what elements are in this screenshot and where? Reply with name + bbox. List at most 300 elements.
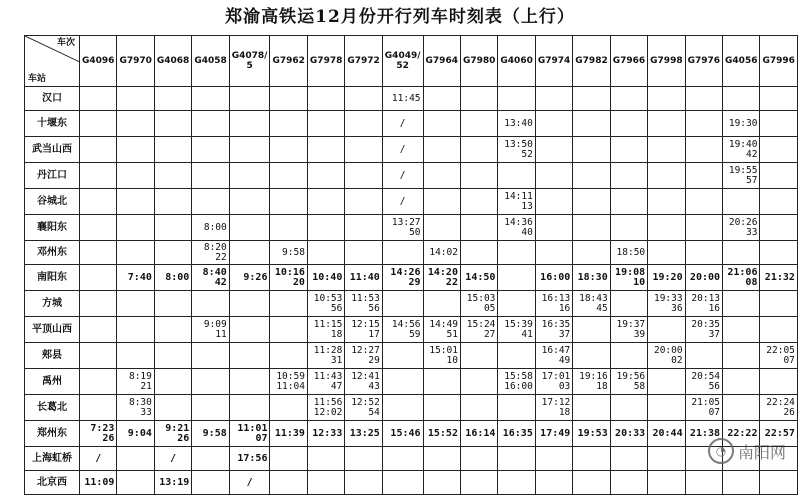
time-cell: [573, 343, 610, 369]
watermark-text: 南阳网: [737, 442, 786, 462]
time-cell: [80, 111, 117, 137]
time-cell: [382, 447, 423, 471]
time-cell: 19:37 39: [610, 317, 647, 343]
time-cell: [460, 447, 497, 471]
time-cell: [270, 395, 307, 421]
time-cell: [307, 215, 344, 241]
train-header: G7978: [307, 36, 344, 87]
time-cell: [498, 471, 535, 495]
time-cell: [117, 215, 154, 241]
time-cell: [192, 343, 229, 369]
time-cell: [460, 395, 497, 421]
time-cell: [270, 343, 307, 369]
time-cell: [117, 137, 154, 163]
time-cell: 15:03 05: [460, 291, 497, 317]
time-cell: /: [229, 471, 270, 495]
time-cell: [345, 137, 382, 163]
time-cell: [423, 395, 460, 421]
time-cell: 19:20: [648, 265, 685, 291]
time-cell: 8:00: [154, 265, 191, 291]
time-cell: [723, 317, 760, 343]
corner-station-label: 车站: [28, 74, 47, 84]
time-cell: 20:54 56: [685, 369, 722, 395]
time-cell: [685, 241, 722, 265]
time-cell: [117, 343, 154, 369]
time-cell: [192, 163, 229, 189]
time-cell: [192, 447, 229, 471]
time-cell: [345, 447, 382, 471]
time-cell: /: [80, 447, 117, 471]
time-cell: 18:43 45: [573, 291, 610, 317]
train-header: G4096: [80, 36, 117, 87]
station-name: 邓州东: [25, 241, 80, 265]
time-cell: [760, 241, 797, 265]
station-name: 武当山西: [25, 137, 80, 163]
time-cell: [723, 471, 760, 495]
time-cell: 13:27 50: [382, 215, 423, 241]
time-cell: [648, 111, 685, 137]
train-header: G7998: [648, 36, 685, 87]
station-name: 郏县: [25, 343, 80, 369]
time-cell: [307, 163, 344, 189]
time-cell: [498, 291, 535, 317]
time-cell: [498, 265, 535, 291]
train-header: G7974: [535, 36, 572, 87]
time-cell: [573, 471, 610, 495]
time-cell: [307, 471, 344, 495]
time-cell: /: [382, 111, 423, 137]
time-cell: [760, 87, 797, 111]
time-cell: [760, 291, 797, 317]
time-cell: [610, 215, 647, 241]
time-cell: 7:40: [117, 265, 154, 291]
time-cell: 19:33 36: [648, 291, 685, 317]
time-cell: [154, 291, 191, 317]
time-cell: [610, 163, 647, 189]
train-header: G7966: [610, 36, 647, 87]
time-cell: 13:25: [345, 421, 382, 447]
time-cell: [117, 111, 154, 137]
time-cell: [610, 343, 647, 369]
time-cell: 12:33: [307, 421, 344, 447]
time-cell: [573, 215, 610, 241]
time-cell: [80, 189, 117, 215]
time-cell: [154, 137, 191, 163]
time-cell: [423, 87, 460, 111]
time-cell: 18:30: [573, 265, 610, 291]
time-cell: [460, 163, 497, 189]
time-cell: /: [154, 447, 191, 471]
time-cell: 20:26 33: [723, 215, 760, 241]
time-cell: [382, 241, 423, 265]
time-cell: 16:13 16: [535, 291, 572, 317]
time-cell: [573, 317, 610, 343]
time-cell: [423, 447, 460, 471]
time-cell: [498, 241, 535, 265]
time-cell: 10:16 20: [270, 265, 307, 291]
time-cell: [229, 369, 270, 395]
time-cell: [192, 111, 229, 137]
time-cell: [80, 137, 117, 163]
time-cell: [760, 471, 797, 495]
train-header: G7980: [460, 36, 497, 87]
time-cell: [648, 471, 685, 495]
time-cell: [307, 111, 344, 137]
time-cell: 10:59 11:04: [270, 369, 307, 395]
time-cell: [498, 87, 535, 111]
table-row: [25, 421, 798, 447]
time-cell: [573, 87, 610, 111]
time-cell: [154, 87, 191, 111]
time-cell: 11:53 56: [345, 291, 382, 317]
time-cell: [270, 317, 307, 343]
station-name: 平顶山西: [25, 317, 80, 343]
time-cell: [80, 87, 117, 111]
time-cell: [80, 369, 117, 395]
time-cell: 15:58 16:00: [498, 369, 535, 395]
train-header: G7964: [423, 36, 460, 87]
time-cell: [498, 163, 535, 189]
time-cell: 16:47 49: [535, 343, 572, 369]
time-cell: [423, 471, 460, 495]
time-cell: 14:49 51: [423, 317, 460, 343]
time-cell: [229, 87, 270, 111]
time-cell: 8:20 22: [192, 241, 229, 265]
time-cell: [229, 291, 270, 317]
time-cell: [610, 137, 647, 163]
time-cell: [573, 241, 610, 265]
time-cell: [117, 87, 154, 111]
time-cell: [648, 369, 685, 395]
time-cell: 15:46: [382, 421, 423, 447]
time-cell: 11:40: [345, 265, 382, 291]
time-cell: [460, 215, 497, 241]
time-cell: [573, 395, 610, 421]
time-cell: 11:09: [80, 471, 117, 495]
time-cell: [685, 189, 722, 215]
time-cell: [117, 447, 154, 471]
train-header: G7996: [760, 36, 797, 87]
time-cell: [723, 369, 760, 395]
time-cell: [610, 189, 647, 215]
time-cell: [723, 395, 760, 421]
time-cell: [154, 111, 191, 137]
time-cell: [229, 395, 270, 421]
time-cell: [192, 471, 229, 495]
train-header: G4056: [723, 36, 760, 87]
time-cell: [535, 189, 572, 215]
table-row: [25, 137, 798, 163]
time-cell: [423, 111, 460, 137]
time-cell: 20:13 16: [685, 291, 722, 317]
time-cell: [154, 369, 191, 395]
table-row: [25, 215, 798, 241]
time-cell: [229, 137, 270, 163]
time-cell: [760, 369, 797, 395]
time-cell: 19:56 58: [610, 369, 647, 395]
time-cell: 8:00: [192, 215, 229, 241]
time-cell: [192, 291, 229, 317]
corner-train-label: 车次: [56, 38, 75, 48]
time-cell: [723, 241, 760, 265]
time-cell: [229, 317, 270, 343]
table-row: [25, 189, 798, 215]
time-cell: [648, 189, 685, 215]
time-cell: [610, 395, 647, 421]
time-cell: 19:53: [573, 421, 610, 447]
time-cell: 10:40: [307, 265, 344, 291]
time-cell: 14:36 40: [498, 215, 535, 241]
train-header: G4058: [192, 36, 229, 87]
time-cell: /: [382, 137, 423, 163]
time-cell: [270, 87, 307, 111]
table-row: [25, 369, 798, 395]
station-name: 方城: [25, 291, 80, 317]
station-name: 丹江口: [25, 163, 80, 189]
time-cell: 15:01 10: [423, 343, 460, 369]
time-cell: [535, 447, 572, 471]
time-cell: 12:41 43: [345, 369, 382, 395]
time-cell: 12:52 54: [345, 395, 382, 421]
time-cell: [685, 137, 722, 163]
train-header: G4049/ 52: [382, 36, 423, 87]
time-cell: 19:40 42: [723, 137, 760, 163]
time-cell: [648, 395, 685, 421]
time-cell: [80, 317, 117, 343]
station-name: 长葛北: [25, 395, 80, 421]
time-cell: 21:05 07: [685, 395, 722, 421]
time-cell: 9:21 26: [154, 421, 191, 447]
time-cell: [229, 163, 270, 189]
time-cell: [270, 215, 307, 241]
time-cell: [498, 395, 535, 421]
time-cell: [648, 447, 685, 471]
time-cell: [229, 189, 270, 215]
time-cell: 16:00: [535, 265, 572, 291]
time-cell: 21:38: [685, 421, 722, 447]
station-name: 汉口: [25, 87, 80, 111]
time-cell: 20:35 37: [685, 317, 722, 343]
time-cell: [760, 137, 797, 163]
time-cell: [345, 189, 382, 215]
time-cell: 11:39: [270, 421, 307, 447]
time-cell: [723, 343, 760, 369]
time-cell: [154, 343, 191, 369]
time-cell: 19:55 57: [723, 163, 760, 189]
time-cell: 9:09 11: [192, 317, 229, 343]
time-cell: [723, 291, 760, 317]
time-cell: [345, 241, 382, 265]
time-cell: 17:56: [229, 447, 270, 471]
time-cell: [345, 87, 382, 111]
time-cell: [307, 447, 344, 471]
header-corner: [25, 36, 80, 87]
station-name: 禹州: [25, 369, 80, 395]
time-cell: [760, 163, 797, 189]
time-cell: 18:50: [610, 241, 647, 265]
time-cell: [685, 471, 722, 495]
time-cell: 21:32: [760, 265, 797, 291]
time-cell: 14:26 29: [382, 265, 423, 291]
time-cell: [345, 111, 382, 137]
time-cell: 12:27 29: [345, 343, 382, 369]
time-cell: [573, 189, 610, 215]
time-cell: [648, 317, 685, 343]
time-cell: [80, 163, 117, 189]
time-cell: [154, 395, 191, 421]
time-cell: [535, 111, 572, 137]
time-cell: [460, 87, 497, 111]
train-header: G7962: [270, 36, 307, 87]
time-cell: [270, 111, 307, 137]
station-name: 北京西: [25, 471, 80, 495]
time-cell: [117, 317, 154, 343]
time-cell: [460, 137, 497, 163]
time-cell: [192, 395, 229, 421]
time-cell: [460, 471, 497, 495]
time-cell: [760, 215, 797, 241]
time-cell: [80, 241, 117, 265]
time-cell: [154, 215, 191, 241]
time-cell: [80, 215, 117, 241]
time-cell: 16:35: [498, 421, 535, 447]
time-cell: [307, 241, 344, 265]
time-cell: [760, 189, 797, 215]
time-cell: [498, 447, 535, 471]
time-cell: 9:04: [117, 421, 154, 447]
time-cell: [154, 241, 191, 265]
time-cell: 16:14: [460, 421, 497, 447]
train-header: G4078/ 5: [229, 36, 270, 87]
time-cell: 14:50: [460, 265, 497, 291]
time-cell: 14:20 22: [423, 265, 460, 291]
table-row: [25, 241, 798, 265]
time-cell: [382, 471, 423, 495]
time-cell: 11:56 12:02: [307, 395, 344, 421]
time-cell: 7:23 26: [80, 421, 117, 447]
time-cell: [192, 137, 229, 163]
time-cell: [685, 87, 722, 111]
time-cell: [648, 163, 685, 189]
time-cell: [573, 163, 610, 189]
time-cell: 17:12 18: [535, 395, 572, 421]
time-cell: 11:01 07: [229, 421, 270, 447]
time-cell: 9:58: [192, 421, 229, 447]
time-cell: [760, 317, 797, 343]
time-cell: [117, 471, 154, 495]
time-cell: 14:11 13: [498, 189, 535, 215]
time-cell: /: [382, 163, 423, 189]
time-cell: [760, 111, 797, 137]
time-cell: [382, 395, 423, 421]
time-cell: [80, 291, 117, 317]
time-cell: 15:39 41: [498, 317, 535, 343]
time-cell: [345, 163, 382, 189]
time-cell: [382, 369, 423, 395]
wechat-logo-icon: ◔: [708, 438, 734, 464]
time-cell: [685, 343, 722, 369]
time-cell: [723, 87, 760, 111]
time-cell: [460, 241, 497, 265]
time-cell: [573, 111, 610, 137]
time-cell: 17:49: [535, 421, 572, 447]
time-cell: [192, 87, 229, 111]
table-row: [25, 163, 798, 189]
time-cell: [648, 215, 685, 241]
time-cell: /: [382, 189, 423, 215]
time-cell: [270, 137, 307, 163]
time-cell: [229, 343, 270, 369]
time-cell: [535, 137, 572, 163]
time-cell: [80, 265, 117, 291]
time-cell: [117, 189, 154, 215]
time-cell: 22:57: [760, 421, 797, 447]
time-cell: [610, 111, 647, 137]
time-cell: [535, 163, 572, 189]
table-row: [25, 111, 798, 137]
time-cell: [648, 137, 685, 163]
time-cell: [498, 343, 535, 369]
time-cell: 16:35 37: [535, 317, 572, 343]
time-cell: [573, 447, 610, 471]
train-header: G7982: [573, 36, 610, 87]
time-cell: [460, 189, 497, 215]
watermark: [708, 438, 786, 464]
station-name: 南阳东: [25, 265, 80, 291]
time-cell: [535, 87, 572, 111]
time-cell: 15:24 27: [460, 317, 497, 343]
time-cell: [270, 163, 307, 189]
station-name: 郑州东: [25, 421, 80, 447]
time-cell: 15:52: [423, 421, 460, 447]
time-cell: [535, 471, 572, 495]
time-cell: 20:00: [685, 265, 722, 291]
time-cell: [382, 291, 423, 317]
time-cell: 20:44: [648, 421, 685, 447]
time-cell: [192, 189, 229, 215]
table-row: [25, 343, 798, 369]
time-cell: 21:06 08: [723, 265, 760, 291]
page-title: 郑渝高铁运12月份开行列车时刻表（上行）: [225, 7, 575, 27]
time-cell: [423, 163, 460, 189]
time-cell: [117, 163, 154, 189]
table-row: [25, 265, 798, 291]
time-cell: [423, 189, 460, 215]
time-cell: [573, 137, 610, 163]
time-cell: 9:58: [270, 241, 307, 265]
time-cell: 22:24 26: [760, 395, 797, 421]
time-cell: 14:56 59: [382, 317, 423, 343]
time-cell: [423, 291, 460, 317]
train-header: G4068: [154, 36, 191, 87]
time-cell: 13:19: [154, 471, 191, 495]
time-cell: 14:02: [423, 241, 460, 265]
station-name: 襄阳东: [25, 215, 80, 241]
time-cell: [192, 369, 229, 395]
table-row: [25, 447, 798, 471]
time-cell: [307, 87, 344, 111]
train-header: G7970: [117, 36, 154, 87]
time-cell: [382, 343, 423, 369]
time-cell: [229, 215, 270, 241]
time-cell: [229, 111, 270, 137]
time-cell: [80, 343, 117, 369]
time-cell: 12:15 17: [345, 317, 382, 343]
time-cell: [80, 395, 117, 421]
time-cell: [345, 471, 382, 495]
train-header: G4060: [498, 36, 535, 87]
time-cell: [270, 471, 307, 495]
